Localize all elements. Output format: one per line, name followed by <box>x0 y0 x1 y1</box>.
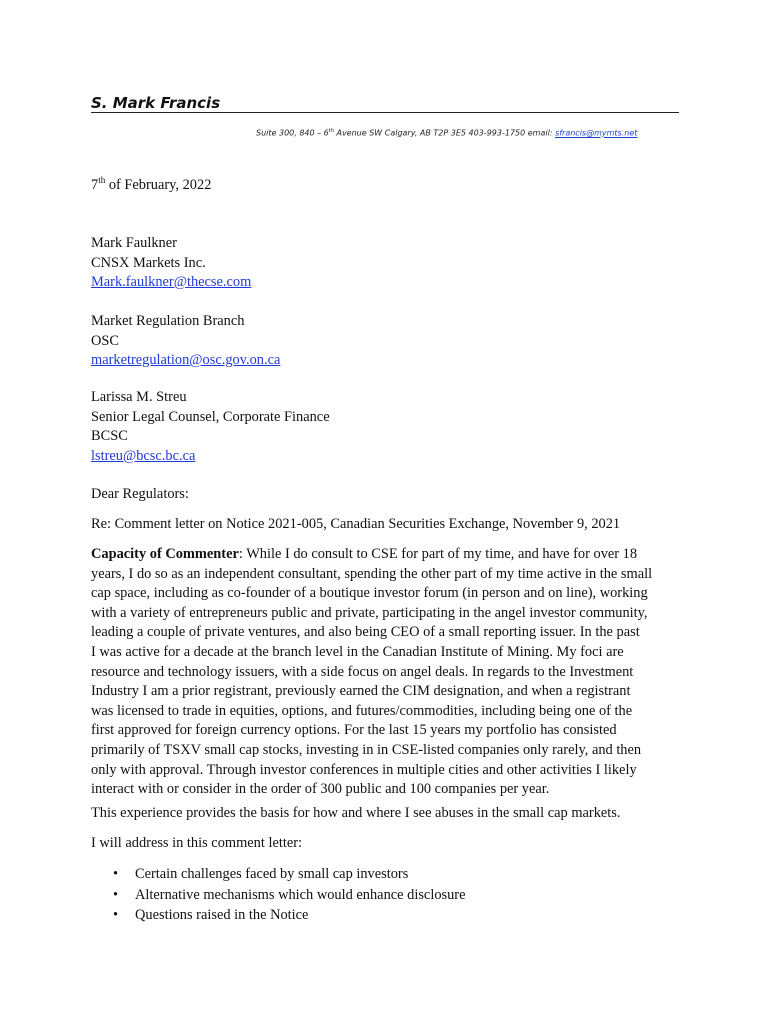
letterhead-address <box>256 128 686 138</box>
letterhead-rule <box>91 112 679 113</box>
date-rest: of February, 2022 <box>105 177 212 193</box>
capacity-line: leading a couple of private ventures, and also being CEO of a small reporting issuer. In the past <box>91 624 640 641</box>
capacity-line: with a variety of entrepreneurs public and private, participating in the angel investor community, <box>91 604 648 621</box>
recipient-block <box>91 234 683 293</box>
list-item <box>91 864 683 885</box>
bullet-icon: • <box>113 907 119 923</box>
capacity-line: : While I do consult to CSE for part of my time, and have for over 18 <box>238 546 638 562</box>
letter-date <box>91 176 683 196</box>
date-suffix: th <box>98 175 106 186</box>
recipient-org: OSC <box>91 332 119 349</box>
list-item <box>91 905 683 926</box>
bullet-icon: • <box>113 886 119 903</box>
capacity-line: only with approval. Through investor conferences in multiple cities and other activities I likely <box>91 761 637 778</box>
recipient-block <box>91 312 683 371</box>
capacity-line: Industry I am a prior registrant, previously earned the CIM designation, and when a registrant <box>91 683 631 700</box>
capacity-paragraph <box>91 545 683 800</box>
list-item-text: Alternative mechanisms which would enhance disclosure <box>135 886 466 903</box>
topics-list <box>91 864 683 926</box>
list-item-text: Certain challenges faced by small cap investors <box>135 866 409 882</box>
address-intro: I will address in this comment letter: <box>91 835 303 851</box>
capacity-line: primarily of TSXV small cap stocks, investing in in CSE-listed companies only rarely, and then <box>91 741 642 758</box>
address-rest: Avenue SW Calgary, AB T2P 3E5 403-993-1750 email: <box>333 128 556 138</box>
recipient-block <box>91 388 683 466</box>
recipient-name: Larissa M. Streu <box>91 389 187 405</box>
recipient-org: BCSC <box>91 428 128 444</box>
salutation: Dear Regulators: <box>91 486 189 502</box>
capacity-line: years, I do so as an independent consultant, spending the other part of my time active in the small <box>91 565 653 582</box>
capacity-line: was licensed to trade in equities, options, and futures/commodities, including being one of the <box>91 702 633 719</box>
address-sup: th <box>328 128 334 134</box>
recipient-title: Senior Legal Counsel, Corporate Finance <box>91 408 330 425</box>
capacity-line: interact with or consider in the order of 300 public and 100 companies per year. <box>91 781 550 798</box>
address-start: Suite 300, 840 – 6 <box>256 128 329 138</box>
date-day: 7 <box>91 177 99 193</box>
recipient-email-link[interactable]: Mark.faulkner@thecse.com <box>91 274 252 290</box>
capacity-heading: Capacity of Commenter <box>91 546 239 562</box>
recipient-name: Market Regulation Branch <box>91 313 245 329</box>
capacity-line: resource and technology issuers, with a side focus on angel deals. In regards to the Investment <box>91 663 634 680</box>
capacity-line: cap space, including as co-founder of a boutique investor forum (in person and on line), working <box>91 585 648 602</box>
recipient-email-link[interactable]: lstreu@bcsc.bc.ca <box>91 447 196 464</box>
capacity-line: first approved for foreign currency options. For the last 15 years my portfolio has consisted <box>91 722 617 739</box>
bullet-icon: • <box>113 866 119 882</box>
recipient-email-link[interactable]: marketregulation@osc.gov.on.ca <box>91 352 281 368</box>
recipient-org: CNSX Markets Inc. <box>91 254 206 271</box>
re-line: Re: Comment letter on Notice 2021-005, Canadian Securities Exchange, November 9, 2021 <box>91 516 621 532</box>
capacity-line: I was active for a decade at the branch level in the Canadian Institute of Mining. My foci are <box>91 643 624 660</box>
list-item-text: Questions raised in the Notice <box>135 907 309 923</box>
recipient-name: Mark Faulkner <box>91 235 177 251</box>
list-item <box>91 885 683 906</box>
letterhead-name: S. Mark Francis <box>91 94 221 112</box>
experience-line: This experience provides the basis for how and where I see abuses in the small cap markets. <box>91 805 621 821</box>
letterhead-email-link[interactable]: sfrancis@mymts.net <box>555 128 638 138</box>
